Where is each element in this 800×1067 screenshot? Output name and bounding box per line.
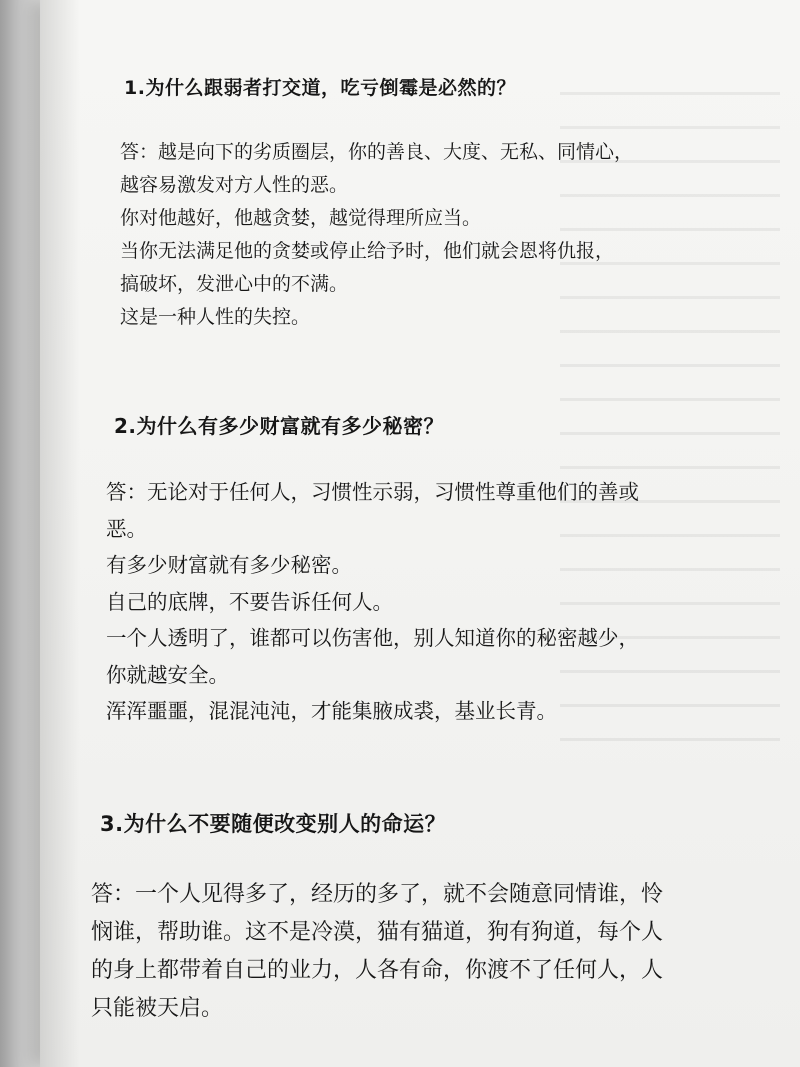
answer-line: 有多少财富就有多少秘密。	[106, 553, 352, 577]
answer-line: 越容易激发对方人性的恶。	[120, 174, 349, 196]
answer-line: 答：无论对于任何人，习惯性示弱，习惯性尊重他们的善或	[106, 480, 639, 504]
question-2-answer	[106, 474, 639, 730]
answer-line: 当你无法满足他的贪婪或停止给予时，他们就会恩将仇报，	[120, 240, 615, 262]
answer-line: 只能被天启。	[91, 996, 224, 1021]
answer-line: 答：一个人见得多了，经历的多了，就不会随意同情谁，怜	[91, 882, 664, 907]
answer-line: 自己的底牌，不要告诉任何人。	[106, 589, 393, 614]
question-1-title: 1.为什么跟弱者打交道，吃亏倒霉是必然的？	[124, 77, 516, 99]
answer-line: 搞破坏，发泄心中的不满。	[120, 273, 349, 295]
question-2-title: 2.为什么有多少财富就有多少秘密？	[114, 414, 445, 438]
answer-line: 你对他越好，他越贪婪，越觉得理所应当。	[120, 207, 482, 229]
answer-line: 浑浑噩噩，混混沌沌，才能集腋成裘，基业长青。	[106, 699, 557, 723]
question-1-answer	[120, 136, 633, 334]
answer-line: 答：越是向下的劣质圈层，你的善良、大度、无私、同情心，	[120, 141, 634, 163]
answer-line: 恶。	[106, 516, 147, 541]
answer-line: 一个人透明了，谁都可以伤害他，别人知道你的秘密越少，	[106, 626, 639, 650]
answer-line: 的身上都带着自己的业力，人各有命，你渡不了任何人，人	[91, 958, 664, 983]
answer-line: 这是一种人性的失控。	[120, 306, 311, 328]
answer-line: 你就越安全。	[106, 662, 229, 687]
answer-line: 悯谁，帮助谁。这不是冷漠，猫有猫道，狗有狗道，每个人	[91, 920, 664, 945]
question-3-title: 3.为什么不要随便改变别人的命运？	[100, 812, 447, 836]
question-3-answer	[91, 876, 663, 1028]
